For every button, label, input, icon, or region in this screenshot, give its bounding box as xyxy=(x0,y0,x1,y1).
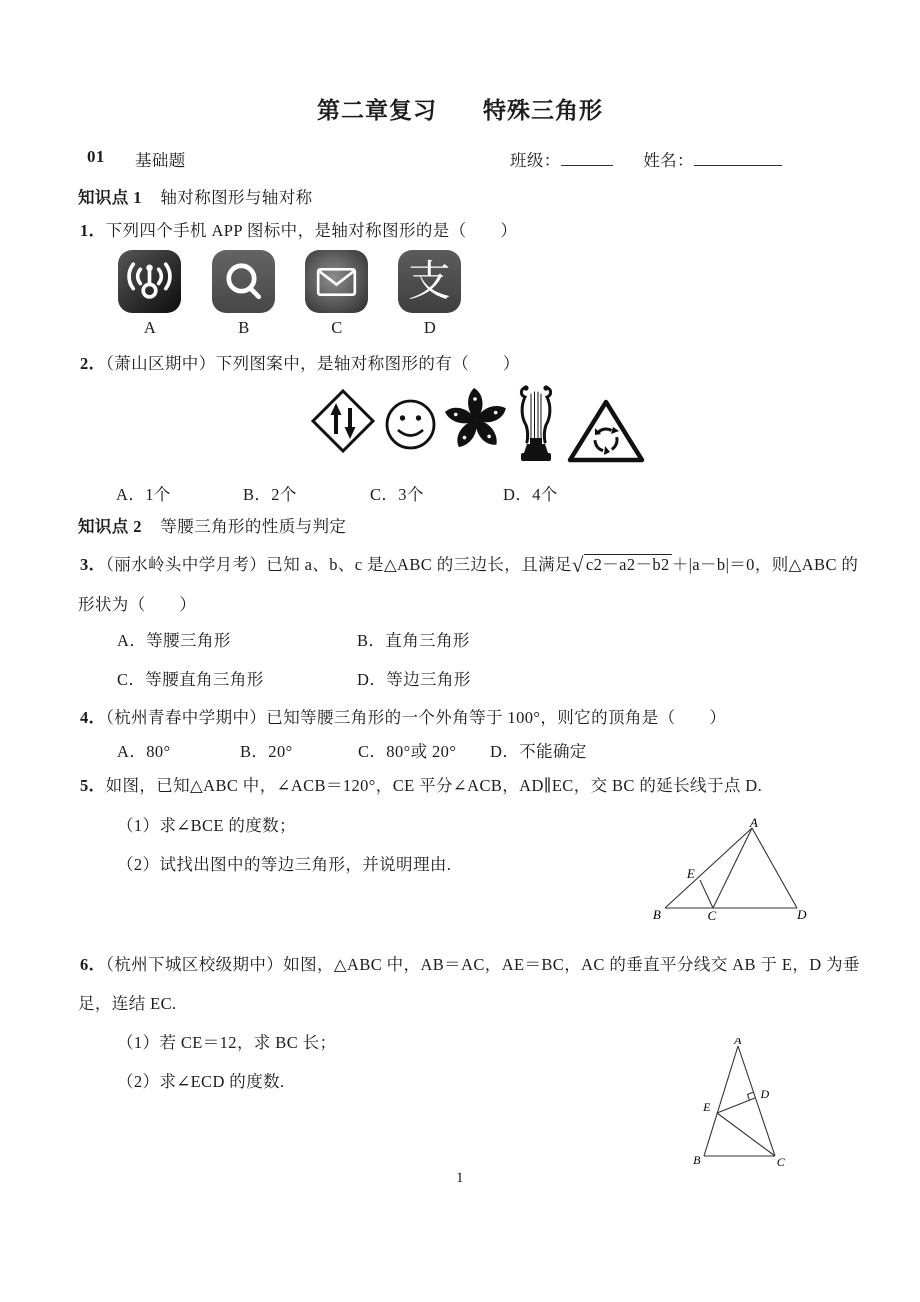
wifi-master-key-icon xyxy=(118,250,181,318)
icon-label-d: D xyxy=(423,318,437,337)
q5-point-c: C xyxy=(707,908,717,920)
icon-label-a: A xyxy=(143,318,157,337)
question-6-figure xyxy=(688,1038,798,1175)
question-3-line-1 xyxy=(80,551,858,578)
q5-point-a: A xyxy=(749,818,759,830)
class-blank-field[interactable] xyxy=(561,150,613,166)
q2-option-c: C．3个 xyxy=(370,485,424,504)
mail-icon xyxy=(305,250,368,318)
q3-option-b: B．直角三角形 xyxy=(357,631,470,650)
section-code: 01 xyxy=(87,147,105,166)
page-number: 1 xyxy=(456,1170,464,1186)
question-4-number: 4． xyxy=(80,708,106,727)
section-title: 基础题 xyxy=(135,151,186,170)
two-way-traffic-sign-icon xyxy=(310,388,376,459)
question-4 xyxy=(80,704,726,728)
question-6-sub-2: （2）求∠ECD 的度数. xyxy=(117,1072,285,1091)
page-title-topic: 特殊三角形 xyxy=(483,98,603,123)
question-2-number: 2． xyxy=(80,354,106,373)
q2-option-d: D．4个 xyxy=(503,485,558,504)
q4-option-d: D．不能确定 xyxy=(490,742,587,761)
q6-point-c: C xyxy=(776,1155,786,1169)
question-4-text: （杭州青春中学期中）已知等腰三角形的一个外角等于 100°，则它的顶角是（ ） xyxy=(105,708,727,727)
knowledge-point-2-title: 等腰三角形的性质与判定 xyxy=(160,517,347,536)
class-name-row xyxy=(510,147,782,171)
name-blank-field[interactable] xyxy=(694,150,782,166)
harp-icon xyxy=(514,384,558,469)
question-3-prefix: （丽水岭头中学月考）已知 a、b、c 是△ABC 的三边长，且满足 xyxy=(105,555,572,574)
knowledge-point-1-label: 知识点 1 xyxy=(78,188,142,207)
question-2 xyxy=(80,350,520,374)
q6-point-b: B xyxy=(693,1153,701,1167)
question-6-line-1 xyxy=(80,951,860,975)
question-6-text-1: （杭州下城区校级期中）如图，△ABC 中，AB＝AC，AE＝BC，AC 的垂直平分线交 AB 于 E，D 为垂 xyxy=(105,955,860,974)
q3-option-a: A．等腰三角形 xyxy=(117,631,231,650)
question-1-text: 下列四个手机 APP 图标中，是轴对称图形的是（ ） xyxy=(105,221,518,240)
q4-option-a: A．80° xyxy=(117,742,171,761)
page-title xyxy=(0,92,920,125)
alipay-glyph: 支 xyxy=(407,258,452,306)
question-2-text: （萧山区期中）下列图案中，是轴对称图形的有（ ） xyxy=(105,354,520,373)
q4-option-c: C．80°或 20° xyxy=(358,742,457,761)
q6-point-d: D xyxy=(760,1087,770,1101)
question-5-sub-2: （2）试找出图中的等边三角形，并说明理由. xyxy=(117,855,452,874)
q2-option-b: B．2个 xyxy=(243,485,297,504)
question-5-figure xyxy=(650,818,855,925)
knowledge-point-2-label: 知识点 2 xyxy=(78,517,142,536)
question-6-sub-1: （1）若 CE＝12，求 BC 长； xyxy=(117,1033,337,1052)
question-5-number: 5． xyxy=(80,776,106,795)
bauhinia-flower-icon xyxy=(442,386,510,459)
question-3-line-2: 形状为（ ） xyxy=(78,595,197,614)
q6-point-e: E xyxy=(703,1100,711,1114)
question-1 xyxy=(80,217,517,241)
icon-label-c: C xyxy=(331,318,343,337)
question-6-number: 6． xyxy=(80,955,106,974)
q5-point-b: B xyxy=(652,907,662,920)
q4-option-b: B．20° xyxy=(240,742,293,761)
radical-sign: √ xyxy=(571,553,584,577)
q5-point-d: D xyxy=(797,907,807,920)
page-title-chapter: 第二章复习 xyxy=(317,98,437,123)
question-3-number: 3． xyxy=(80,555,106,574)
smiley-face-icon xyxy=(384,398,437,456)
name-label: 姓名： xyxy=(643,151,694,170)
knowledge-point-1-title: 轴对称图形与轴对称 xyxy=(160,188,313,207)
q2-option-a: A．1个 xyxy=(116,485,171,504)
question-1-number: 1． xyxy=(80,221,106,240)
question-6-line-2: 足，连结 EC. xyxy=(78,994,177,1013)
q5-point-e: E xyxy=(686,866,696,881)
question-5 xyxy=(80,772,762,796)
question-5-sub-1: （1）求∠BCE 的度数； xyxy=(117,816,296,835)
q3-option-c: C．等腰直角三角形 xyxy=(117,670,264,689)
question-5-text: 如图，已知△ABC 中，∠ACB＝120°，CE 平分∠ACB，AD∥EC，交 BC 的延长线于点 D. xyxy=(105,776,763,795)
knowledge-point-2 xyxy=(78,513,346,537)
q3-option-d: D．等边三角形 xyxy=(357,670,471,689)
search-icon xyxy=(212,250,275,318)
q6-point-a: A xyxy=(734,1038,742,1047)
knowledge-point-1 xyxy=(78,184,313,208)
question-3-suffix: ＋|a－b|＝0，则△ABC 的 xyxy=(671,555,859,574)
roundabout-sign-icon xyxy=(566,398,646,471)
alipay-icon xyxy=(398,250,461,318)
icon-label-b: B xyxy=(238,318,250,337)
square-root-expression xyxy=(572,551,672,578)
radicand: c2－a2－b2 xyxy=(585,555,670,574)
class-label: 班级： xyxy=(510,151,561,170)
